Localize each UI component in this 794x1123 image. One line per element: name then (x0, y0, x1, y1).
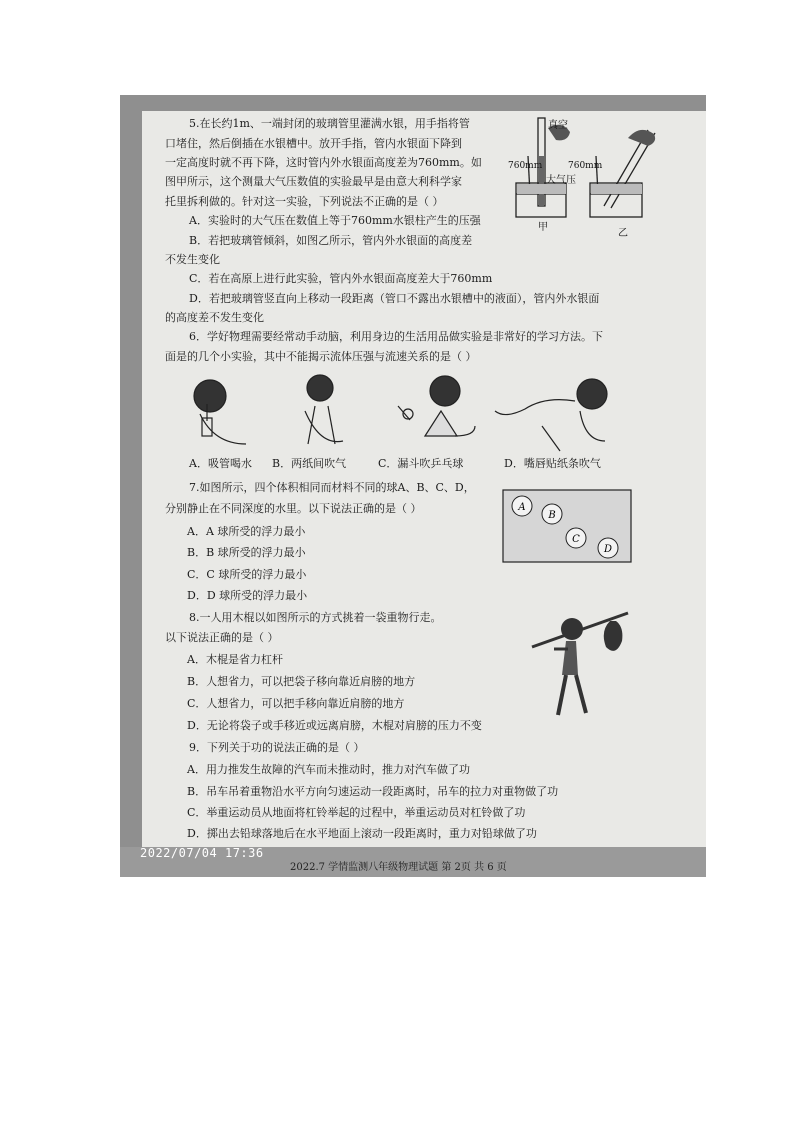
carrying-figure (528, 605, 632, 723)
q6-option-d: D．嘴唇贴纸条吹气 (504, 457, 601, 470)
q5-option-b: B．若把玻璃管倾斜，如图乙所示，管内外水银面的高度差 (189, 234, 473, 247)
q7-option-c: C．C 球所受的浮力最小 (187, 568, 307, 581)
photo-timestamp: 2022/07/04 17:36 (140, 846, 264, 860)
q5-line: 一定高度时就不再下降，这时管内外水银面高度差为760mm。如 (165, 156, 482, 169)
figure-funnel-pingpong (398, 376, 475, 436)
q7-option-d: D．D 球所受的浮力最小 (187, 589, 308, 602)
label-vacuum: 真空 (548, 120, 568, 131)
q8-line: 以下说法正确的是（ ） (165, 631, 279, 644)
q6-line: 6．学好物理需要经常动手动脑，利用身边的生活用品做实验是非常好的学习方法。下 (189, 330, 603, 343)
q9-option-c: C．举重运动员从地面将杠铃举起的过程中，举重运动员对杠铃做了功 (187, 806, 526, 819)
ball-a-label: A (518, 502, 526, 513)
q8-option-d: D．无论将袋子或手移近或远离肩膀，木棍对肩膀的压力不变 (187, 719, 482, 732)
q9-option-a: A．用力推发生故障的汽车而未推动时，推力对汽车做了功 (187, 763, 470, 776)
q7-line: 7.如图所示，四个体积相同而材料不同的球A、B、C、D， (189, 481, 475, 494)
page-footer: 2022.7 学情监测八年级物理试题 第 2页 共 6 页 (290, 862, 507, 873)
q6-figures (180, 366, 640, 454)
q6-option-b: B．两纸间吹气 (272, 457, 347, 470)
q7-option-b: B．B 球所受的浮力最小 (187, 546, 306, 559)
caption-yi: 乙 (618, 228, 628, 238)
ball-b-label: B (548, 510, 556, 521)
q7-option-a: A．A 球所受的浮力最小 (187, 525, 306, 538)
q5-option-b-cont: 不发生变化 (165, 253, 220, 266)
q5-line: 5.在长约1m、一端封闭的玻璃管里灌满水银，用手指将管 (189, 117, 470, 130)
q9-option-b: B．吊车吊着重物沿水平方向匀速运动一段距离时，吊车的拉力对重物做了功 (187, 785, 559, 798)
label-760-right: 760mm (568, 161, 603, 171)
ball-d-label: D (603, 544, 613, 555)
water-tank-figure (502, 486, 634, 564)
hand-icon (628, 130, 655, 146)
q6-line: 面是的几个小实验，其中不能揭示流体压强与流速关系的是（ ） (165, 350, 477, 363)
caption-jia: 甲 (538, 222, 548, 233)
q5-line: 口堵住，然后倒插在水银槽中。放开手指，管内水银面下降到 (165, 137, 462, 150)
q5-line: 图甲所示，这个测量大气压数值的实验最早是由意大利科学家 (165, 175, 462, 188)
label-atm: 大气压 (546, 175, 576, 186)
q8-option-c: C．人想省力，可以把手移向靠近肩膀的地方 (187, 697, 405, 710)
figure-blow-between-papers (305, 375, 343, 444)
torricelli-figure (508, 108, 680, 238)
cargo-bag (604, 621, 623, 651)
q8-line: 8.一人用木棍以如图所示的方式挑着一袋重物行走。 (189, 611, 442, 624)
q8-option-b: B．人想省力，可以把袋子移向靠近肩膀的地方 (187, 675, 416, 688)
q5-option-d: D．若把玻璃管竖直向上移动一段距离（管口不露出水银槽中的液面），管内外水银面 (189, 292, 600, 305)
label-760-left: 760mm (508, 161, 543, 171)
q5-option-d-cont: 的高度差不发生变化 (165, 311, 264, 324)
q6-option-c: C．漏斗吹乒乓球 (378, 457, 464, 470)
q5-line: 托里拆利做的。针对这一实验，下列说法不正确的是（ ） (165, 195, 444, 208)
q5-option-c: C．若在高原上进行此实验，管内外水银面高度差大于760mm (189, 272, 493, 285)
figure-lips-paper-strip (495, 379, 607, 451)
figure-drink-straw (194, 380, 246, 444)
q6-option-a: A．吸管喝水 (189, 457, 252, 470)
q9-line: 9．下列关于功的说法正确的是（ ） (189, 741, 365, 754)
q9-option-d: D．掷出去铅球落地后在水平地面上滚动一段距离时，重力对铅球做了功 (187, 827, 537, 840)
q7-line: 分别静止在不同深度的水里。以下说法正确的是（ ） (165, 502, 422, 515)
q8-option-a: A．木棍是省力杠杆 (187, 653, 283, 666)
q5-option-a: A．实验时的大气压在数值上等于760mm水银柱产生的压强 (189, 214, 481, 227)
person-head (561, 618, 583, 640)
scan-left-shadow (120, 95, 142, 877)
ball-c-label: C (572, 534, 580, 545)
